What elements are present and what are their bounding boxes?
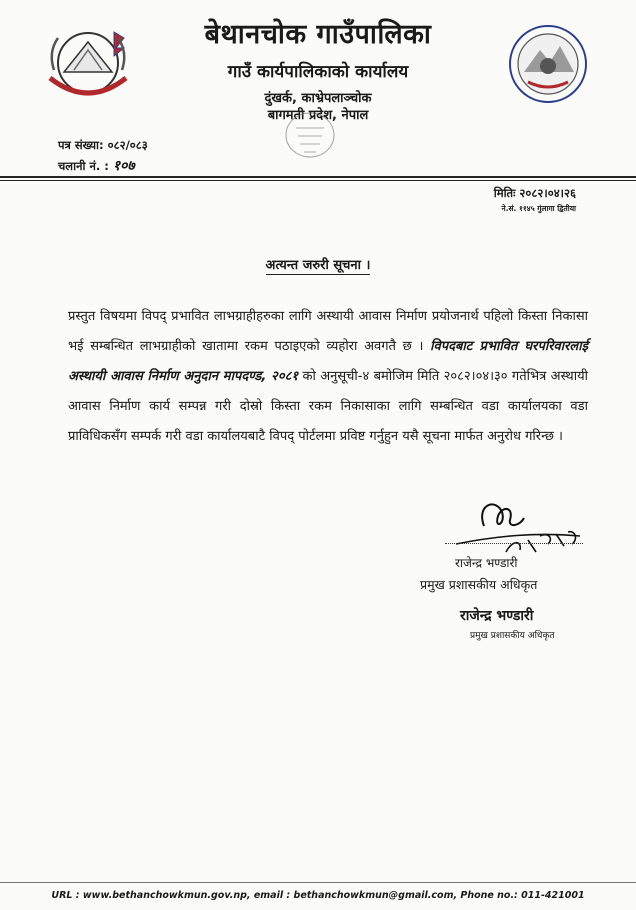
signatory-name: राजेन्द्र भण्डारी xyxy=(455,556,518,570)
dispatch-label: चलानी नं. : xyxy=(58,159,109,173)
office-subtitle: गाउँ कार्यपालिकाको कार्यालय xyxy=(227,62,409,82)
notice-heading xyxy=(0,255,636,273)
notice-heading-text: अत्यन्त जरुरी सूचना । xyxy=(265,258,371,273)
footer-divider xyxy=(0,882,636,883)
header-divider xyxy=(0,176,636,178)
header-divider-thin xyxy=(0,180,636,181)
address-line-2: बागमती प्रदेश, नेपाल xyxy=(267,108,369,123)
letter-number: पत्र संख्या: ०८२/०८३ xyxy=(58,138,148,152)
dispatch-value: १०७ xyxy=(112,158,135,174)
address-line-1: दुंखर्क, काभ्रेपलाञ्चोक xyxy=(264,91,372,106)
body-part-1: प्रस्तुत विषयमा विपद् प्रभावित लाभग्राहीहरुका लागि अस्थायी आवास निर्माण प्रयोजनार्थ पहिलो किस्ता निकासा भई सम्बन्धित लाभग्राहीको खातामा रकम पठाइएको व्यहोरा अवगतै छ । xyxy=(68,309,588,354)
seal-name: राजेन्द्र भण्डारी xyxy=(460,608,534,624)
municipality-logo-icon xyxy=(506,22,590,106)
nepal-sambat-date: ने.सं. ११४५ गुंलागा द्वितीया xyxy=(501,204,576,213)
signature-line xyxy=(445,543,583,544)
footer-contact: URL : www.bethanchowkmun.gov.np, email : bethanchowkmun@gmail.com, Phone no.: 011-421001 xyxy=(51,890,585,901)
seal-title: प्रमुख प्रशासकीय अधिकृत xyxy=(470,631,555,641)
body-emphasis: विपदबाट प्रभावित घरपरिवारलाई अस्थायी आवास निर्माण अनुदान मापदण्ड, २०८१ xyxy=(68,339,588,384)
municipality-title: बेथानचोक गाउँपालिका xyxy=(204,19,432,50)
dispatch-number xyxy=(58,156,135,175)
letter-date: मितिः २०८२।०४।२६ xyxy=(493,186,576,200)
signatory-title: प्रमुख प्रशासकीय अधिकृत xyxy=(420,577,538,592)
notice-body xyxy=(68,302,588,452)
office-stamp-icon xyxy=(270,104,350,166)
body-part-2: को अनुसूची-४ बमोजिम मिति २०८२।०४।३० गतेभित्र अस्थायी आवास निर्माण कार्य सम्पन्न गरी दोस्रो किस्ता रकम निकासाका लागि सम्बन्धित वडा कार्यालयका वडा प्राविधिकसँग सम्पर्क गरी वडा कार्यालयबाटै विपद् पोर्टलमा प्रविष्ट गर्नुहुन यसै सूचना मार्फत अनुरोध गरिन्छ । xyxy=(68,369,588,444)
